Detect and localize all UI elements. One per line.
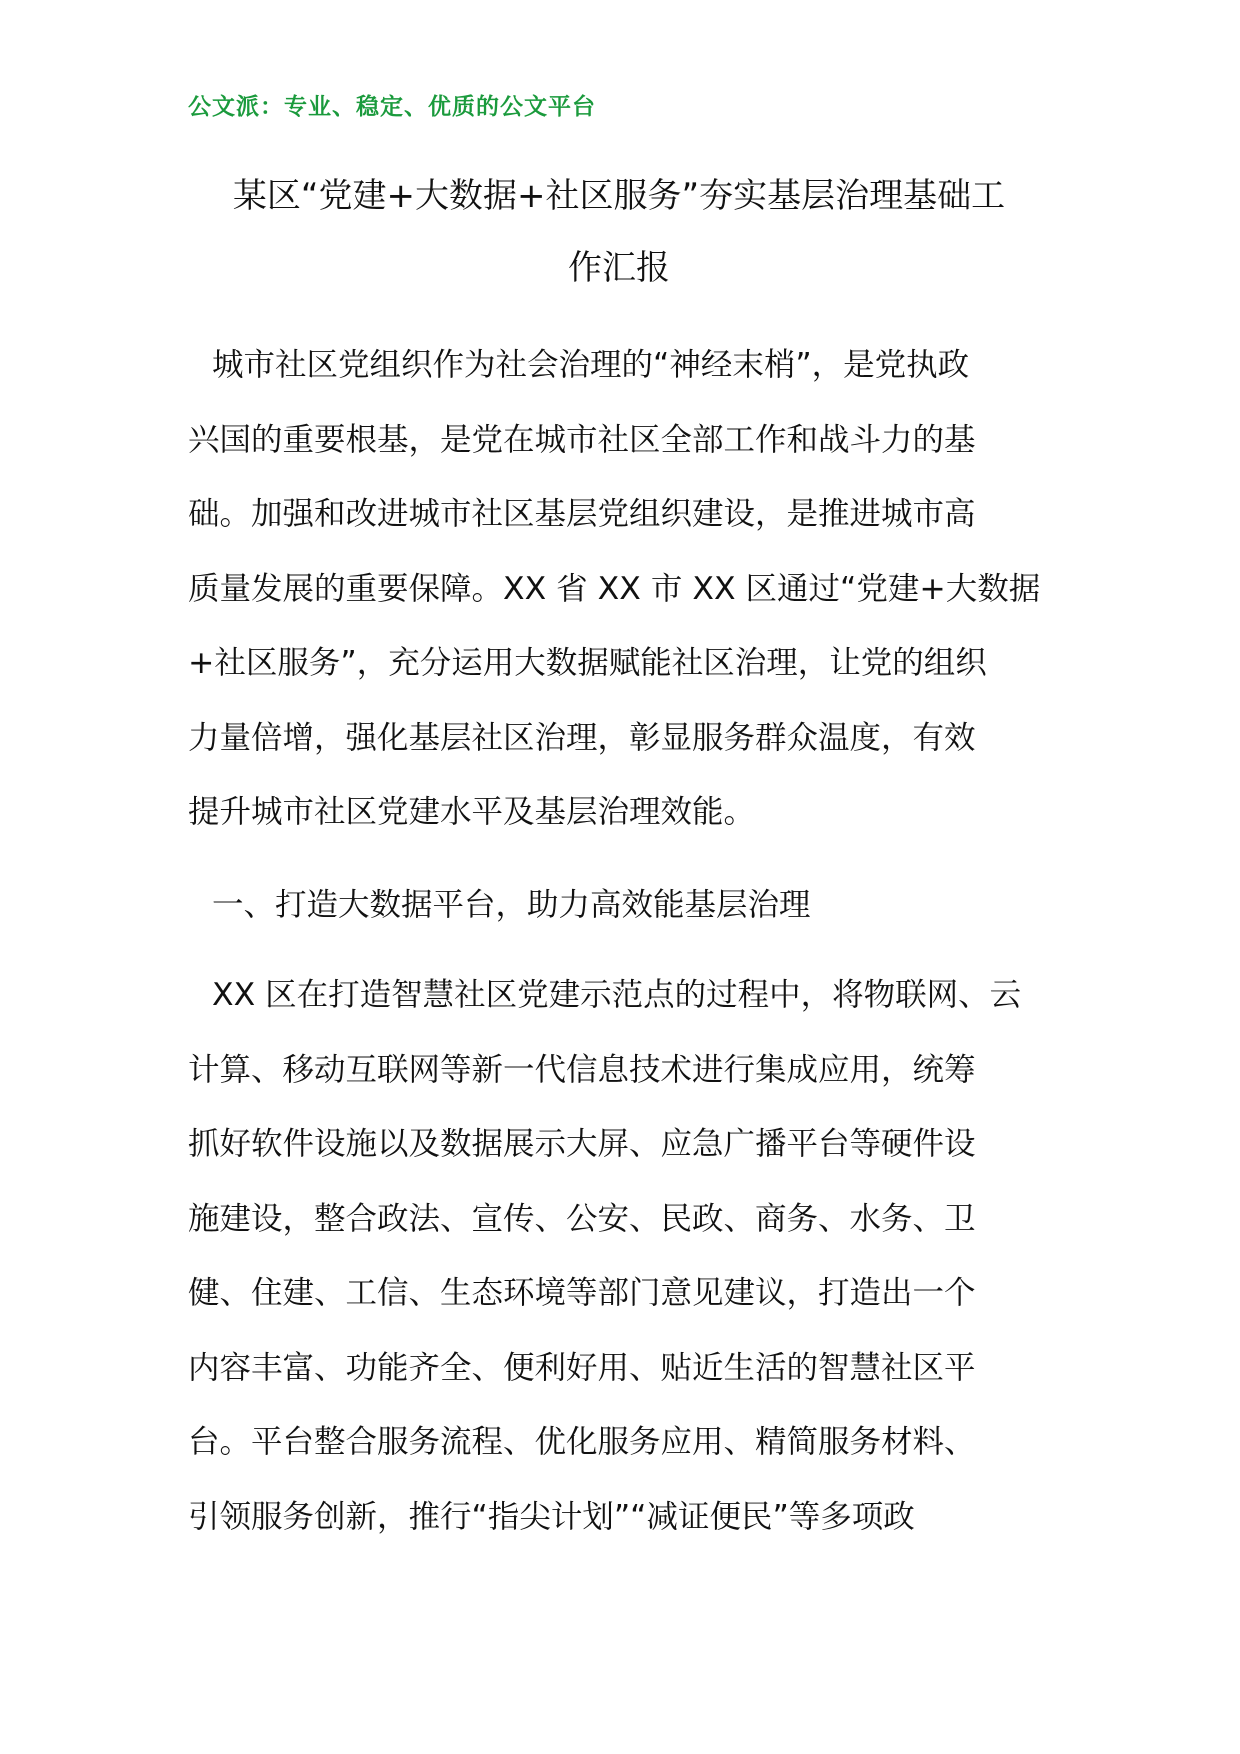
paragraph-line: 础。加强和改进城市社区基层党组织建设，是推进城市高 xyxy=(188,496,976,532)
paragraph-line: 施建设，整合政法、宣传、公安、民政、商务、水务、卫 xyxy=(188,1200,976,1237)
paragraph-line: 兴国的重要根基，是党在城市社区全部工作和战斗力的基 xyxy=(188,421,976,458)
title-line: 某区“党建+大数据+社区服务”夯实基层治理基础工 xyxy=(232,176,1006,216)
paragraph-line: 力量倍增，强化基层社区治理，彰显服务群众温度，有效 xyxy=(188,719,976,756)
paragraph-line: 计算、移动互联网等新一代信息技术进行集成应用，统筹 xyxy=(188,1051,976,1088)
section-heading: 一、打造大数据平台，助力高效能基层治理 xyxy=(212,887,811,923)
paragraph-line: 健、住建、工信、生态环境等部门意见建议，打造出一个 xyxy=(188,1275,976,1311)
document-title xyxy=(188,160,1050,304)
paragraph-intro xyxy=(188,328,1050,850)
paragraph-line: 引领服务创新，推行“指尖计划”“减证便民”等多项政 xyxy=(188,1498,915,1535)
paragraph-line: 质量发展的重要保障。XX 省 XX 市 XX 区通过“党建+大数据 xyxy=(188,570,1041,607)
paragraph-line: 台。平台整合服务流程、优化服务应用、精简服务材料、 xyxy=(188,1424,976,1460)
paragraph-line: 内容丰富、功能齐全、便利好用、贴近生活的智慧社区平 xyxy=(188,1349,976,1386)
paragraph-line: +社区服务”，充分运用大数据赋能社区治理，让党的组织 xyxy=(188,645,987,681)
title-line: 作汇报 xyxy=(568,248,670,288)
paragraph-line: 城市社区党组织作为社会治理的“神经末梢”，是党执政 xyxy=(212,347,970,383)
paragraph-line: 提升城市社区党建水平及基层治理效能。 xyxy=(188,794,756,830)
paragraph-line: 抓好软件设施以及数据展示大屏、应急广播平台等硬件设 xyxy=(188,1126,976,1162)
paragraph-section1 xyxy=(188,958,1050,1554)
header-brand-text: 公文派：专业、稳定、优质的公文平台 xyxy=(188,93,596,120)
paragraph-line: XX 区在打造智慧社区党建示范点的过程中，将物联网、云 xyxy=(212,977,1022,1013)
